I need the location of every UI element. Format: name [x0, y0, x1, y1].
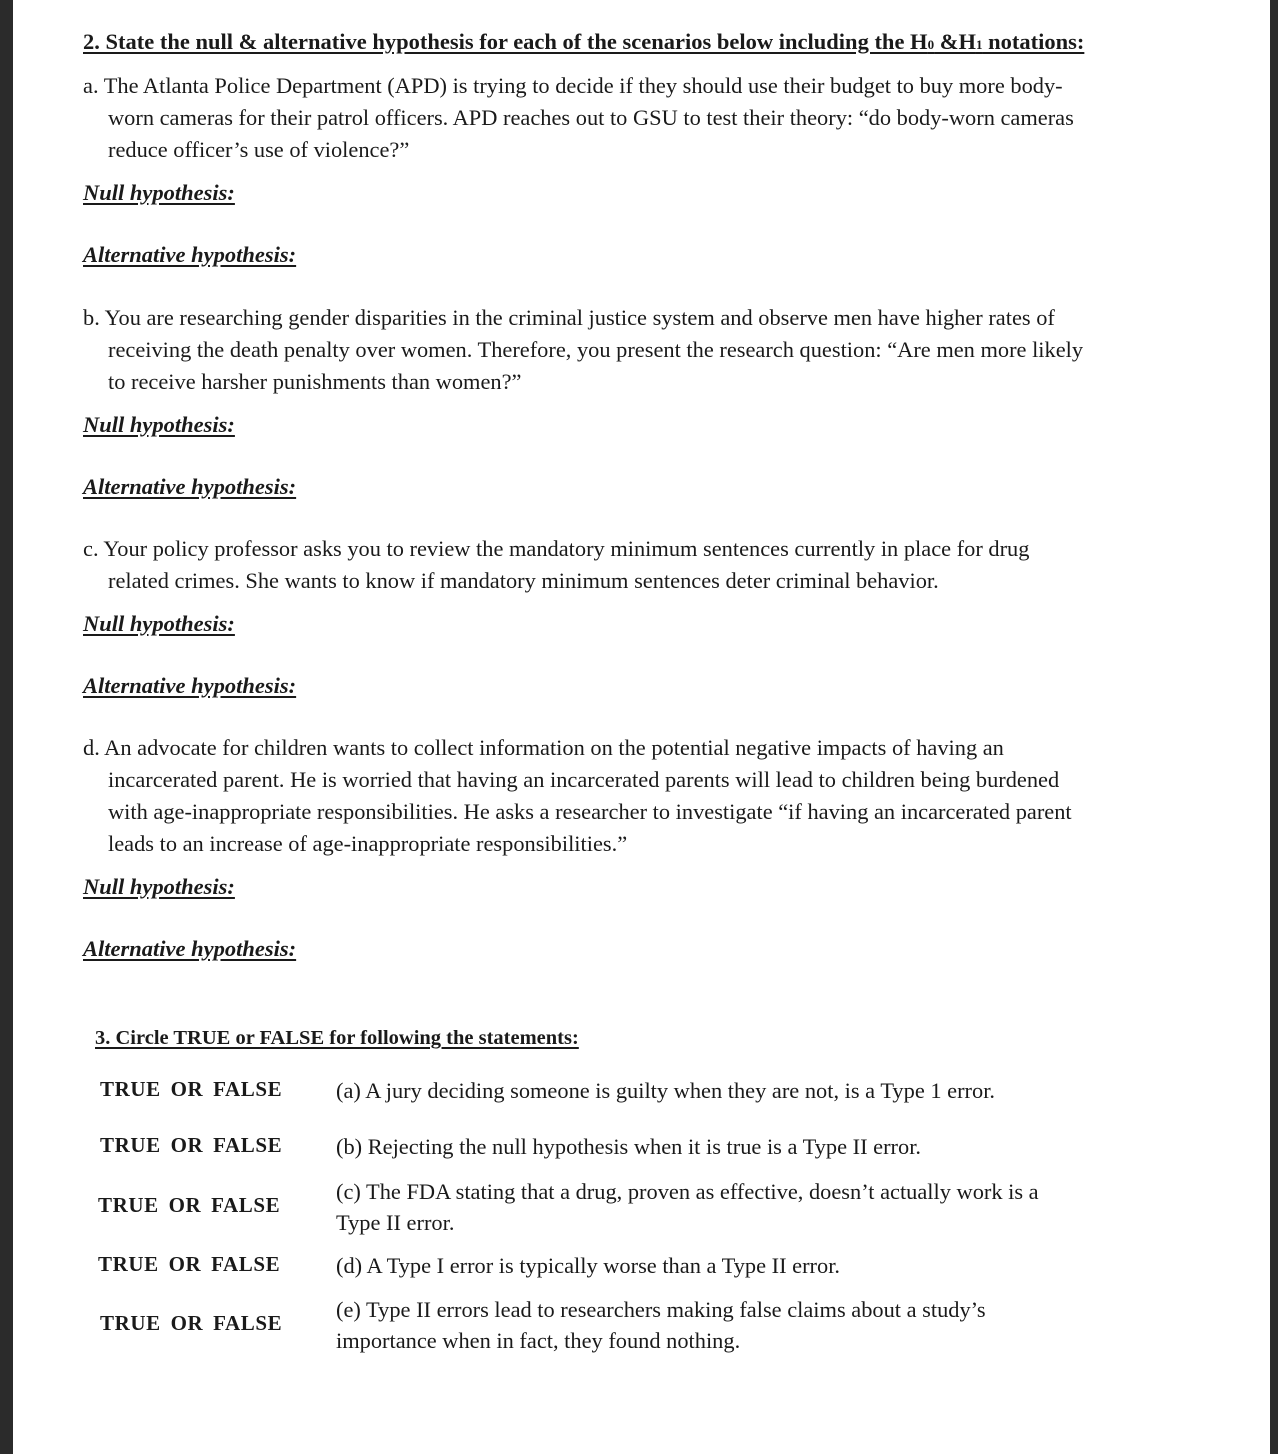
statement-b: (b) Rejecting the null hypothesis when it is true is a Type II error. — [336, 1134, 922, 1159]
alternative-hypothesis-label-b: Alternative hypothesis: — [83, 474, 297, 499]
scenario-b — [83, 302, 1193, 398]
scenario-text-line: incarcerated parent. He is worried that having an incarcerated parents will lead to children being burdened — [108, 767, 1060, 792]
true-or-false-choice-b[interactable]: TRUE OR FALSE — [100, 1133, 283, 1157]
scenario-text-line: with age-inappropriate responsibilities. He asks a researcher to investigate “if having an incarcerated parent — [108, 799, 1072, 824]
scenario-text-line: worn cameras for their patrol officers. APD reaches out to GSU to test their theory: “do body-worn cameras — [108, 105, 1074, 130]
true-or-false-choice-a[interactable]: TRUE OR FALSE — [100, 1077, 283, 1101]
null-hypothesis-label-b: Null hypothesis: — [83, 412, 235, 437]
scenario-letter: a. — [83, 73, 99, 98]
null-hypothesis-label-c: Null hypothesis: — [83, 611, 235, 636]
heading-text-mid: &H — [934, 29, 976, 54]
statement-line: Type II error. — [336, 1210, 455, 1235]
heading-text-end: notations: — [982, 29, 1085, 54]
statement-a: (a) A jury deciding someone is guilty when they are not, is a Type 1 error. — [336, 1078, 996, 1103]
true-or-false-choice-c[interactable]: TRUE OR FALSE — [98, 1193, 281, 1217]
alternative-hypothesis-label-d: Alternative hypothesis: — [83, 936, 297, 961]
scenario-text-line: An advocate for children wants to collect information on the potential negative impacts of having an — [104, 735, 1004, 760]
question-3-heading: 3. Circle TRUE or FALSE for following the statements: — [95, 1027, 579, 1049]
statement-c — [336, 1176, 1039, 1238]
null-hypothesis-label-d: Null hypothesis: — [83, 874, 235, 899]
question-2-heading — [83, 29, 1084, 55]
scenario-text-line: Your policy professor asks you to review the mandatory minimum sentences currently in place for drug — [103, 536, 1030, 561]
scenario-text-line: receiving the death penalty over women. Therefore, you present the research question: “Are men more likely — [108, 337, 1084, 362]
scenario-a — [83, 70, 1193, 166]
scenario-text-line: leads to an increase of age-inappropriate responsibilities.” — [108, 831, 628, 856]
scenario-text-line: The Atlanta Police Department (APD) is trying to decide if they should use their budget to buy more body- — [103, 73, 1063, 98]
statement-line: (e) Type II errors lead to researchers making false claims about a study’s — [336, 1297, 986, 1322]
scenario-text-line: to receive harsher punishments than women?” — [108, 369, 522, 394]
statement-d: (d) A Type I error is typically worse than a Type II error. — [336, 1253, 841, 1278]
heading-text: 2. State the null & alternative hypothesis for each of the scenarios below including the H — [83, 29, 928, 54]
statement-line: importance when in fact, they found nothing. — [336, 1328, 741, 1353]
alternative-hypothesis-label-a: Alternative hypothesis: — [83, 242, 297, 267]
scenario-c — [83, 533, 1193, 597]
scenario-text-line: related crimes. She wants to know if mandatory minimum sentences deter criminal behavior. — [108, 568, 939, 593]
scenario-text-line: You are researching gender disparities in the criminal justice system and observe men have higher rates of — [104, 305, 1055, 330]
true-or-false-choice-e[interactable]: TRUE OR FALSE — [100, 1311, 283, 1335]
scenario-letter: d. — [83, 735, 100, 760]
true-or-false-choice-d[interactable]: TRUE OR FALSE — [98, 1252, 281, 1276]
scenario-letter: b. — [83, 305, 100, 330]
scenario-d — [83, 732, 1193, 860]
h1-subscript: 1 — [975, 37, 983, 52]
statement-line: (c) The FDA stating that a drug, proven as effective, doesn’t actually work is a — [336, 1179, 1039, 1204]
h0-subscript: 0 — [927, 37, 935, 52]
scenario-letter: c. — [83, 536, 99, 561]
scenario-text-line: reduce officer’s use of violence?” — [108, 137, 410, 162]
right-dark-border — [1270, 0, 1278, 1454]
alternative-hypothesis-label-c: Alternative hypothesis: — [83, 673, 297, 698]
statement-e — [336, 1294, 986, 1356]
null-hypothesis-label-a: Null hypothesis: — [83, 180, 235, 205]
left-dark-border — [0, 0, 13, 1454]
